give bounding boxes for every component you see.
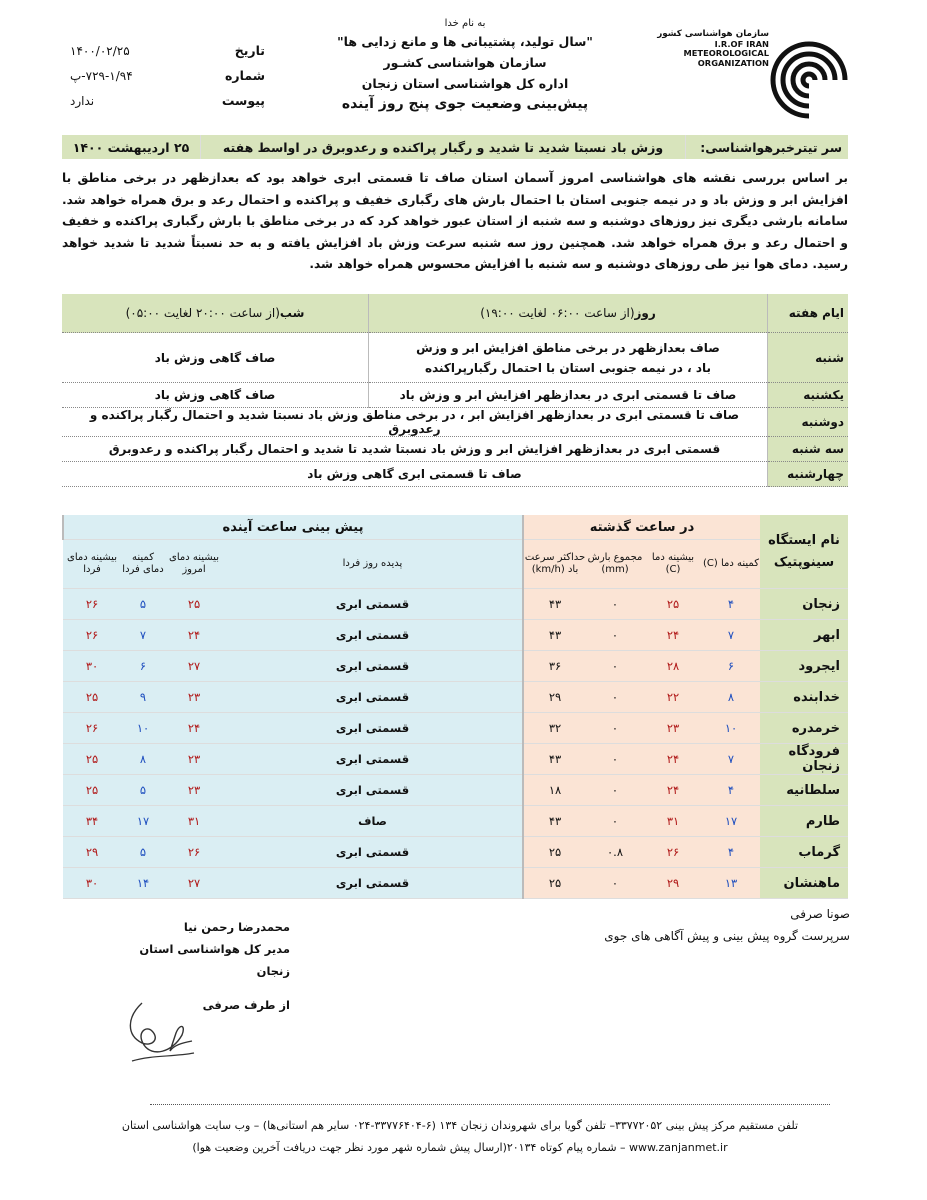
col-max-tomorrow: بیشینه دمای فردا bbox=[63, 540, 121, 589]
station-phenomenon: قسمتی ابری bbox=[223, 775, 523, 806]
number-value: ۷۲۹-۱/۹۴-پ bbox=[70, 68, 133, 83]
station-name: فرودگاه زنجان bbox=[760, 744, 848, 775]
week-day-text: صاف تا قسمتی ابری در بعدازظهر افزایش ابر و وزش باد bbox=[369, 383, 768, 408]
year-slogan: "سال تولید، پشتیبانی ها و مانع زدایی ها" bbox=[337, 34, 593, 49]
station-past-rain: ۰ bbox=[586, 713, 644, 744]
week-merged-text: صاف تا قسمتی ابری در بعدازظهر افزایش ابر ، در برخی مناطق وزش باد نسبتا شدید و احتمال رگبار پراکنده و رعدوبرق bbox=[62, 408, 768, 437]
week-col-night-label: شب bbox=[279, 306, 305, 320]
station-phenomenon: قسمتی ابری bbox=[223, 713, 523, 744]
station-past-wind: ۲۹ bbox=[523, 682, 586, 713]
col-past-min: کمینه دما (C) bbox=[702, 540, 760, 589]
station-past-max: ۲۸ bbox=[644, 651, 702, 682]
station-max-today: ۲۶ bbox=[165, 837, 223, 868]
station-past-min: ۱۳ bbox=[702, 868, 760, 899]
station-past-rain: ۰ bbox=[586, 775, 644, 806]
week-merged-text: صاف تا قسمتی ابری گاهی وزش باد bbox=[62, 462, 768, 487]
director-title: مدیر کل هواشناسی استان زنجان bbox=[139, 942, 290, 978]
week-night-text: صاف گاهی وزش باد bbox=[62, 383, 369, 408]
week-header-row bbox=[62, 294, 848, 333]
on-behalf: از طرف صرفی bbox=[202, 998, 290, 1012]
footer bbox=[70, 1115, 850, 1159]
week-row bbox=[62, 437, 848, 462]
document-title: پیش‌بینی وضعیت جوی پنج روز آینده bbox=[341, 96, 589, 112]
station-name: گرماب bbox=[760, 837, 848, 868]
forecaster-name: صونا صرفی bbox=[790, 907, 850, 921]
station-past-max: ۲۳ bbox=[644, 713, 702, 744]
logo-en-line1: I.R.OF IRAN bbox=[714, 38, 769, 49]
station-past-wind: ۴۳ bbox=[523, 620, 586, 651]
bismillah: به نام خدا bbox=[444, 18, 486, 29]
week-row bbox=[62, 408, 848, 437]
station-past-wind: ۳۶ bbox=[523, 651, 586, 682]
station-name: خرمدره bbox=[760, 713, 848, 744]
week-row bbox=[62, 383, 848, 408]
logo-en-line3: ORGANIZATION bbox=[697, 57, 769, 68]
number-label: شمار‌ه bbox=[225, 68, 265, 83]
station-max-today: ۲۳ bbox=[165, 744, 223, 775]
office-name: اداره کل هواشناسی استان زنجان bbox=[361, 76, 569, 91]
footer-contact-line: تلفن مستقیم مرکز پیش بینی ۳۳۷۷۲۰۵۲– تلفن گویا برای شهروندان زنجان ۱۳۴ (۶-۳۳۷۷۶۴۰۴-۰۲۴ سایر هم استانی‌ها) – وب سایت هواشناسی استان bbox=[121, 1119, 799, 1132]
col-past-max: بیشینه دما (C) bbox=[644, 540, 702, 589]
station-past-min: ۷ bbox=[702, 620, 760, 651]
station-name: ماهنشان bbox=[760, 868, 848, 899]
station-past-max: ۲۴ bbox=[644, 744, 702, 775]
station-min-tomorrow: ۵ bbox=[121, 837, 165, 868]
station-past-rain: ۰.۸ bbox=[586, 837, 644, 868]
headline-text: وزش باد نسبتا شدید تا شدید و رگبار پراکنده و رعدوبرق در اواسط هفته bbox=[200, 135, 685, 159]
station-name: خدابنده bbox=[760, 682, 848, 713]
station-past-wind: ۳۲ bbox=[523, 713, 586, 744]
station-past-rain: ۰ bbox=[586, 620, 644, 651]
station-past-wind: ۱۸ bbox=[523, 775, 586, 806]
future-hours-title: پیش بینی ساعت آینده bbox=[63, 515, 523, 540]
station-max-today: ۲۷ bbox=[165, 868, 223, 899]
footer-website-line: www.zanjanmet.ir – شماره پیام کوتاه ۲۰۱۳۴(ارسال پیش شماره شهر مورد نظر جهت دریافت آخرین وضعیت هوا) bbox=[192, 1141, 728, 1154]
col-past-rain: مجموع بارش (mm) bbox=[586, 540, 644, 589]
footer-divider bbox=[150, 1104, 830, 1105]
station-max-tomorrow: ۳۴ bbox=[63, 806, 121, 837]
station-past-min: ۴ bbox=[702, 837, 760, 868]
station-past-min: ۶ bbox=[702, 651, 760, 682]
station-row bbox=[63, 651, 848, 682]
week-col-daytime bbox=[369, 294, 768, 333]
station-min-tomorrow: ۵ bbox=[121, 775, 165, 806]
week-night-text: صاف گاهی وزش باد bbox=[62, 333, 369, 383]
station-past-wind: ۴۳ bbox=[523, 744, 586, 775]
spiral-logo-icon bbox=[767, 38, 851, 124]
date-row bbox=[70, 38, 265, 63]
station-phenomenon: قسمتی ابری bbox=[223, 682, 523, 713]
attachment-value: ندارد bbox=[70, 93, 95, 108]
letterhead bbox=[300, 16, 630, 115]
station-name: سلطانیه bbox=[760, 775, 848, 806]
col-past-wind: حداکثر سرعت باد (km/h) bbox=[523, 540, 586, 589]
station-max-tomorrow: ۳۰ bbox=[63, 868, 121, 899]
week-day: شنبه bbox=[768, 333, 849, 383]
weekly-forecast-table bbox=[62, 294, 848, 487]
date-label: تاریخ bbox=[234, 43, 265, 58]
station-past-wind: ۴۳ bbox=[523, 589, 586, 620]
station-max-tomorrow: ۲۹ bbox=[63, 837, 121, 868]
station-subheader-row bbox=[63, 540, 848, 589]
week-day: سه شنبه bbox=[768, 437, 849, 462]
station-row bbox=[63, 806, 848, 837]
station-past-min: ۴ bbox=[702, 589, 760, 620]
past-hours-title: در ساعت گذشته bbox=[523, 515, 760, 540]
week-col-night bbox=[62, 294, 369, 333]
station-past-rain: ۰ bbox=[586, 744, 644, 775]
station-max-tomorrow: ۲۵ bbox=[63, 682, 121, 713]
station-past-max: ۲۲ bbox=[644, 682, 702, 713]
station-past-rain: ۰ bbox=[586, 806, 644, 837]
week-col-daytime-range: (از ساعت ۰۶:۰۰ لغایت ۱۹:۰۰) bbox=[480, 306, 635, 320]
station-min-tomorrow: ۱۰ bbox=[121, 713, 165, 744]
headline-date: ۲۵ اردیبهشت ۱۴۰۰ bbox=[72, 139, 190, 155]
station-min-tomorrow: ۷ bbox=[121, 620, 165, 651]
station-past-wind: ۲۵ bbox=[523, 868, 586, 899]
week-col-night-range: (از ساعت ۲۰:۰۰ لغایت ۰۵:۰۰) bbox=[125, 306, 280, 320]
station-past-min: ۷ bbox=[702, 744, 760, 775]
station-row bbox=[63, 775, 848, 806]
week-day: چهارشنبه bbox=[768, 462, 849, 487]
station-body bbox=[63, 589, 848, 899]
station-row bbox=[63, 713, 848, 744]
station-row bbox=[63, 868, 848, 899]
forecast-summary: بر اساس بررسی نقشه های هواشناسی امروز آسمان استان صاف تا قسمتی ابری خواهد بود که بعدازظهر در برخی مناطق با افزایش ابر و وزش باد و در نیمه جنوبی استان با احتمال بارش های رگباری خفیف و پراکنده و احتمال رعد و برق همراه خواهد شد. سامانه بارشی دیگری نیز روزهای دوشنبه و سه شنبه از استان عبور خواهد کرد که در برخی مناطق با بارش رگباری پراکنده و خفیف و احتمال رعد و برق همراه خواهد شد. همچنین روز سه شنبه سرعت وزش باد افزایش یافته و به حد نسبتاً شدید تا شدید خواهد رسید. دمای هوا نیز طی روزهای دوشنبه و سه شنبه با افزایش محسوس همراه خواهد شد. bbox=[62, 171, 848, 271]
logo-fa-text: سازمان هواشناسی کشور bbox=[657, 29, 769, 39]
week-col-day: ایام هفته bbox=[768, 294, 849, 333]
station-min-tomorrow: ۶ bbox=[121, 651, 165, 682]
col-max-today: بیشینه دمای امروز bbox=[165, 540, 223, 589]
station-max-tomorrow: ۲۵ bbox=[63, 775, 121, 806]
station-phenomenon: قسمتی ابری bbox=[223, 744, 523, 775]
forecaster-title: سرپرست گروه پیش بینی و پیش آگاهی های جوی bbox=[604, 929, 850, 943]
col-min-tomorrow: کمینه دمای فردا bbox=[121, 540, 165, 589]
station-row bbox=[63, 744, 848, 775]
logo-en-line2: METEOROLOGICAL bbox=[683, 48, 769, 59]
headline-bar bbox=[62, 135, 848, 159]
station-past-rain: ۰ bbox=[586, 651, 644, 682]
station-past-max: ۲۹ bbox=[644, 868, 702, 899]
week-row bbox=[62, 333, 848, 383]
station-min-tomorrow: ۹ bbox=[121, 682, 165, 713]
attachment-label: پیوست bbox=[221, 93, 265, 108]
station-phenomenon: قسمتی ابری bbox=[223, 620, 523, 651]
station-past-rain: ۰ bbox=[586, 868, 644, 899]
station-past-rain: ۰ bbox=[586, 589, 644, 620]
date-value: ۱۴۰۰/۰۲/۲۵ bbox=[70, 43, 130, 58]
station-max-today: ۲۷ bbox=[165, 651, 223, 682]
station-max-today: ۳۱ bbox=[165, 806, 223, 837]
station-phenomenon: صاف bbox=[223, 806, 523, 837]
week-merged-text: قسمتی ابری در بعدازظهر افزایش ابر و وزش باد نسبتا شدید تا شدید و احتمال رگبار پراکنده و رعدوبرق bbox=[62, 437, 768, 462]
station-phenomenon: قسمتی ابری bbox=[223, 651, 523, 682]
station-max-tomorrow: ۲۶ bbox=[63, 589, 121, 620]
meteorological-organization-logo bbox=[657, 26, 851, 126]
week-row bbox=[62, 462, 848, 487]
col-station-name: نام ایستگاه سینوپتیک bbox=[760, 515, 848, 589]
logo-text bbox=[649, 30, 769, 68]
station-row bbox=[63, 837, 848, 868]
station-past-min: ۴ bbox=[702, 775, 760, 806]
station-table bbox=[62, 515, 848, 899]
station-phenomenon: قسمتی ابری bbox=[223, 589, 523, 620]
station-min-tomorrow: ۸ bbox=[121, 744, 165, 775]
station-phenomenon: قسمتی ابری bbox=[223, 868, 523, 899]
forecaster-signature-block bbox=[560, 903, 850, 947]
station-min-tomorrow: ۱۷ bbox=[121, 806, 165, 837]
attachment-row bbox=[70, 88, 265, 113]
headline-label: سر تیترخبرهواشناسی: bbox=[685, 135, 848, 159]
station-max-today: ۲۴ bbox=[165, 620, 223, 651]
station-max-today: ۲۳ bbox=[165, 682, 223, 713]
week-day: دوشنبه bbox=[768, 408, 849, 437]
col-phenomenon: پدیده روز فردا bbox=[223, 540, 523, 589]
station-past-max: ۲۴ bbox=[644, 775, 702, 806]
number-row bbox=[70, 63, 265, 88]
station-past-wind: ۲۵ bbox=[523, 837, 586, 868]
station-max-today: ۲۳ bbox=[165, 775, 223, 806]
station-name: ایجرود bbox=[760, 651, 848, 682]
station-past-min: ۱۷ bbox=[702, 806, 760, 837]
station-name: طارم bbox=[760, 806, 848, 837]
station-max-tomorrow: ۲۶ bbox=[63, 713, 121, 744]
station-max-tomorrow: ۲۶ bbox=[63, 620, 121, 651]
station-past-min: ۱۰ bbox=[702, 713, 760, 744]
station-min-tomorrow: ۱۴ bbox=[121, 868, 165, 899]
station-max-tomorrow: ۳۰ bbox=[63, 651, 121, 682]
week-col-daytime-label: روز bbox=[634, 306, 656, 320]
station-min-tomorrow: ۵ bbox=[121, 589, 165, 620]
station-past-rain: ۰ bbox=[586, 682, 644, 713]
week-day: یکشنبه bbox=[768, 383, 849, 408]
station-max-today: ۲۵ bbox=[165, 589, 223, 620]
station-name: زنجان bbox=[760, 589, 848, 620]
station-row bbox=[63, 682, 848, 713]
organization-name: سازمان هواشناسی کشـور bbox=[383, 55, 547, 70]
station-row bbox=[63, 589, 848, 620]
station-past-max: ۳۱ bbox=[644, 806, 702, 837]
station-past-min: ۸ bbox=[702, 682, 760, 713]
station-max-tomorrow: ۲۵ bbox=[63, 744, 121, 775]
director-name: محمدرضا رحمن نیا bbox=[183, 920, 290, 934]
letter-meta bbox=[70, 38, 265, 113]
station-past-max: ۲۶ bbox=[644, 837, 702, 868]
week-day-text: صاف بعدازظهر در برخی مناطق افزایش ابر و وزش باد ، در نیمه جنوبی استان با احتمال رگبارپراکنده bbox=[369, 333, 768, 383]
station-past-wind: ۴۳ bbox=[523, 806, 586, 837]
station-row bbox=[63, 620, 848, 651]
station-past-max: ۲۴ bbox=[644, 620, 702, 651]
handwritten-signature bbox=[122, 995, 198, 1067]
station-phenomenon: قسمتی ابری bbox=[223, 837, 523, 868]
station-header-row bbox=[63, 515, 848, 540]
station-past-max: ۲۵ bbox=[644, 589, 702, 620]
station-name: ابهر bbox=[760, 620, 848, 651]
station-max-today: ۲۴ bbox=[165, 713, 223, 744]
